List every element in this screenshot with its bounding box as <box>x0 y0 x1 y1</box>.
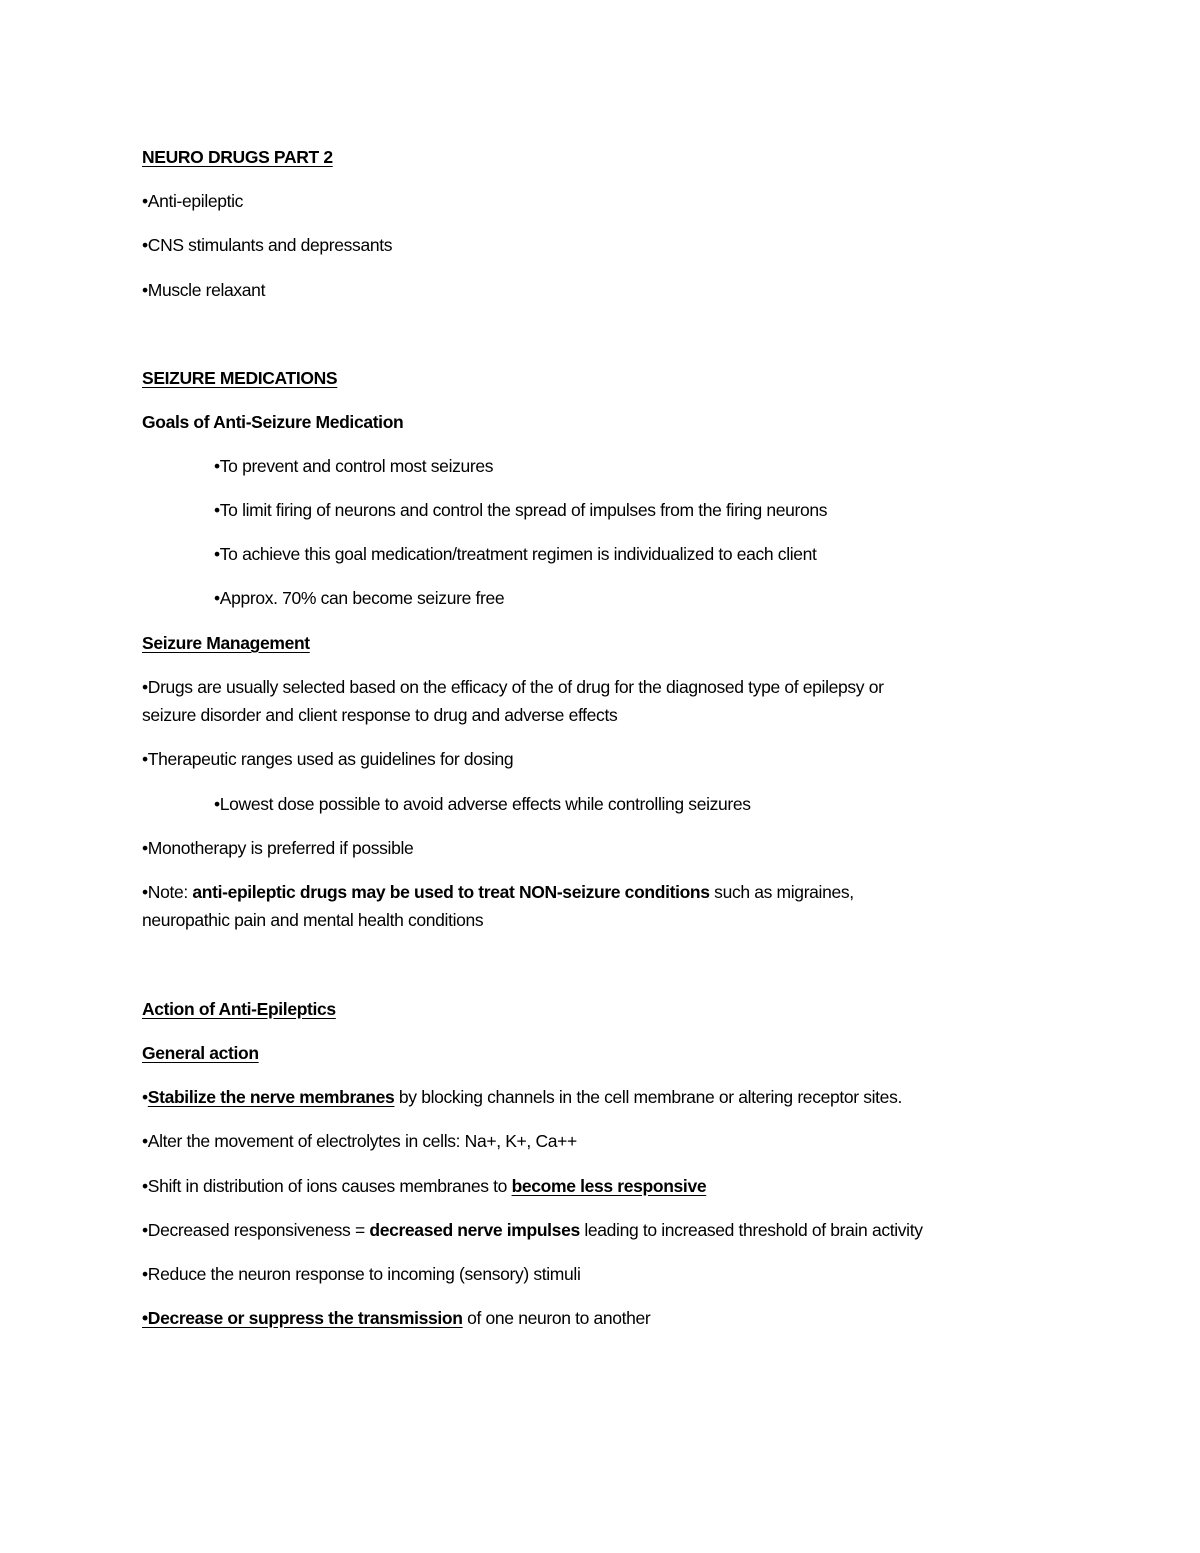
decreased-prefix: •Decreased responsiveness = <box>142 1220 370 1240</box>
decreased-rest: leading to increased threshold of brain activity <box>579 1220 923 1240</box>
action-bullet-decreased <box>142 1219 923 1241</box>
shift-prefix: •Shift in distribution of ions causes membranes to <box>142 1176 512 1196</box>
action-bullet: •Reduce the neuron response to incoming (sensory) stimuli <box>142 1264 581 1284</box>
intro-bullet: •Anti-epileptic <box>142 191 244 211</box>
intro-bullet: •CNS stimulants and depressants <box>142 235 393 255</box>
management-sub-bullet: •Lowest dose possible to avoid adverse effects while controlling seizures <box>214 794 751 814</box>
stabilize-bold: Stabilize the nerve membranes <box>147 1087 395 1107</box>
subheading-goals: Goals of Anti-Seizure Medication <box>142 412 404 432</box>
management-note <box>142 881 854 903</box>
decreased-bold: decreased nerve impulses <box>369 1220 580 1240</box>
management-bullet: •Therapeutic ranges used as guidelines for dosing <box>142 749 514 769</box>
section-heading-action: Action of Anti-Epileptics <box>142 999 336 1019</box>
management-note-cont: neuropathic pain and mental health conditions <box>142 910 484 930</box>
goal-bullet: •To limit firing of neurons and control the spread of impulses from the firing neurons <box>214 500 828 520</box>
note-rest: such as migraines, <box>709 882 854 902</box>
stabilize-rest: by blocking channels in the cell membrane or altering receptor sites. <box>394 1087 902 1107</box>
management-bullet: •Monotherapy is preferred if possible <box>142 838 414 858</box>
subheading-general-action: General action <box>142 1043 259 1063</box>
suppress-rest: of one neuron to another <box>462 1308 651 1328</box>
note-bold: anti-epileptic drugs may be used to treat NON-seizure conditions <box>192 882 710 902</box>
management-bullet-cont: seizure disorder and client response to drug and adverse effects <box>142 705 618 725</box>
note-prefix: •Note: <box>142 882 193 902</box>
action-bullet-stabilize <box>142 1086 902 1108</box>
suppress-bold: •Decrease or suppress the transmission <box>142 1308 463 1328</box>
goal-bullet: •To prevent and control most seizures <box>214 456 494 476</box>
intro-bullet: •Muscle relaxant <box>142 280 266 300</box>
management-bullet: •Drugs are usually selected based on the efficacy of the of drug for the diagnosed type of epilepsy or <box>142 677 884 697</box>
document-title: NEURO DRUGS PART 2 <box>142 147 333 167</box>
section-heading-seizure-medications: SEIZURE MEDICATIONS <box>142 368 338 388</box>
goal-bullet: •Approx. 70% can become seizure free <box>214 588 505 608</box>
shift-bold: become less responsive <box>511 1176 707 1196</box>
bullet: • <box>142 1087 148 1107</box>
action-bullet: •Alter the movement of electrolytes in cells: Na+, K+, Ca++ <box>142 1131 577 1151</box>
goal-bullet: •To achieve this goal medication/treatment regimen is individualized to each client <box>214 544 817 564</box>
section-heading-seizure-management: Seizure Management <box>142 633 310 653</box>
action-bullet-suppress <box>142 1307 650 1329</box>
action-bullet-shift <box>142 1175 706 1197</box>
